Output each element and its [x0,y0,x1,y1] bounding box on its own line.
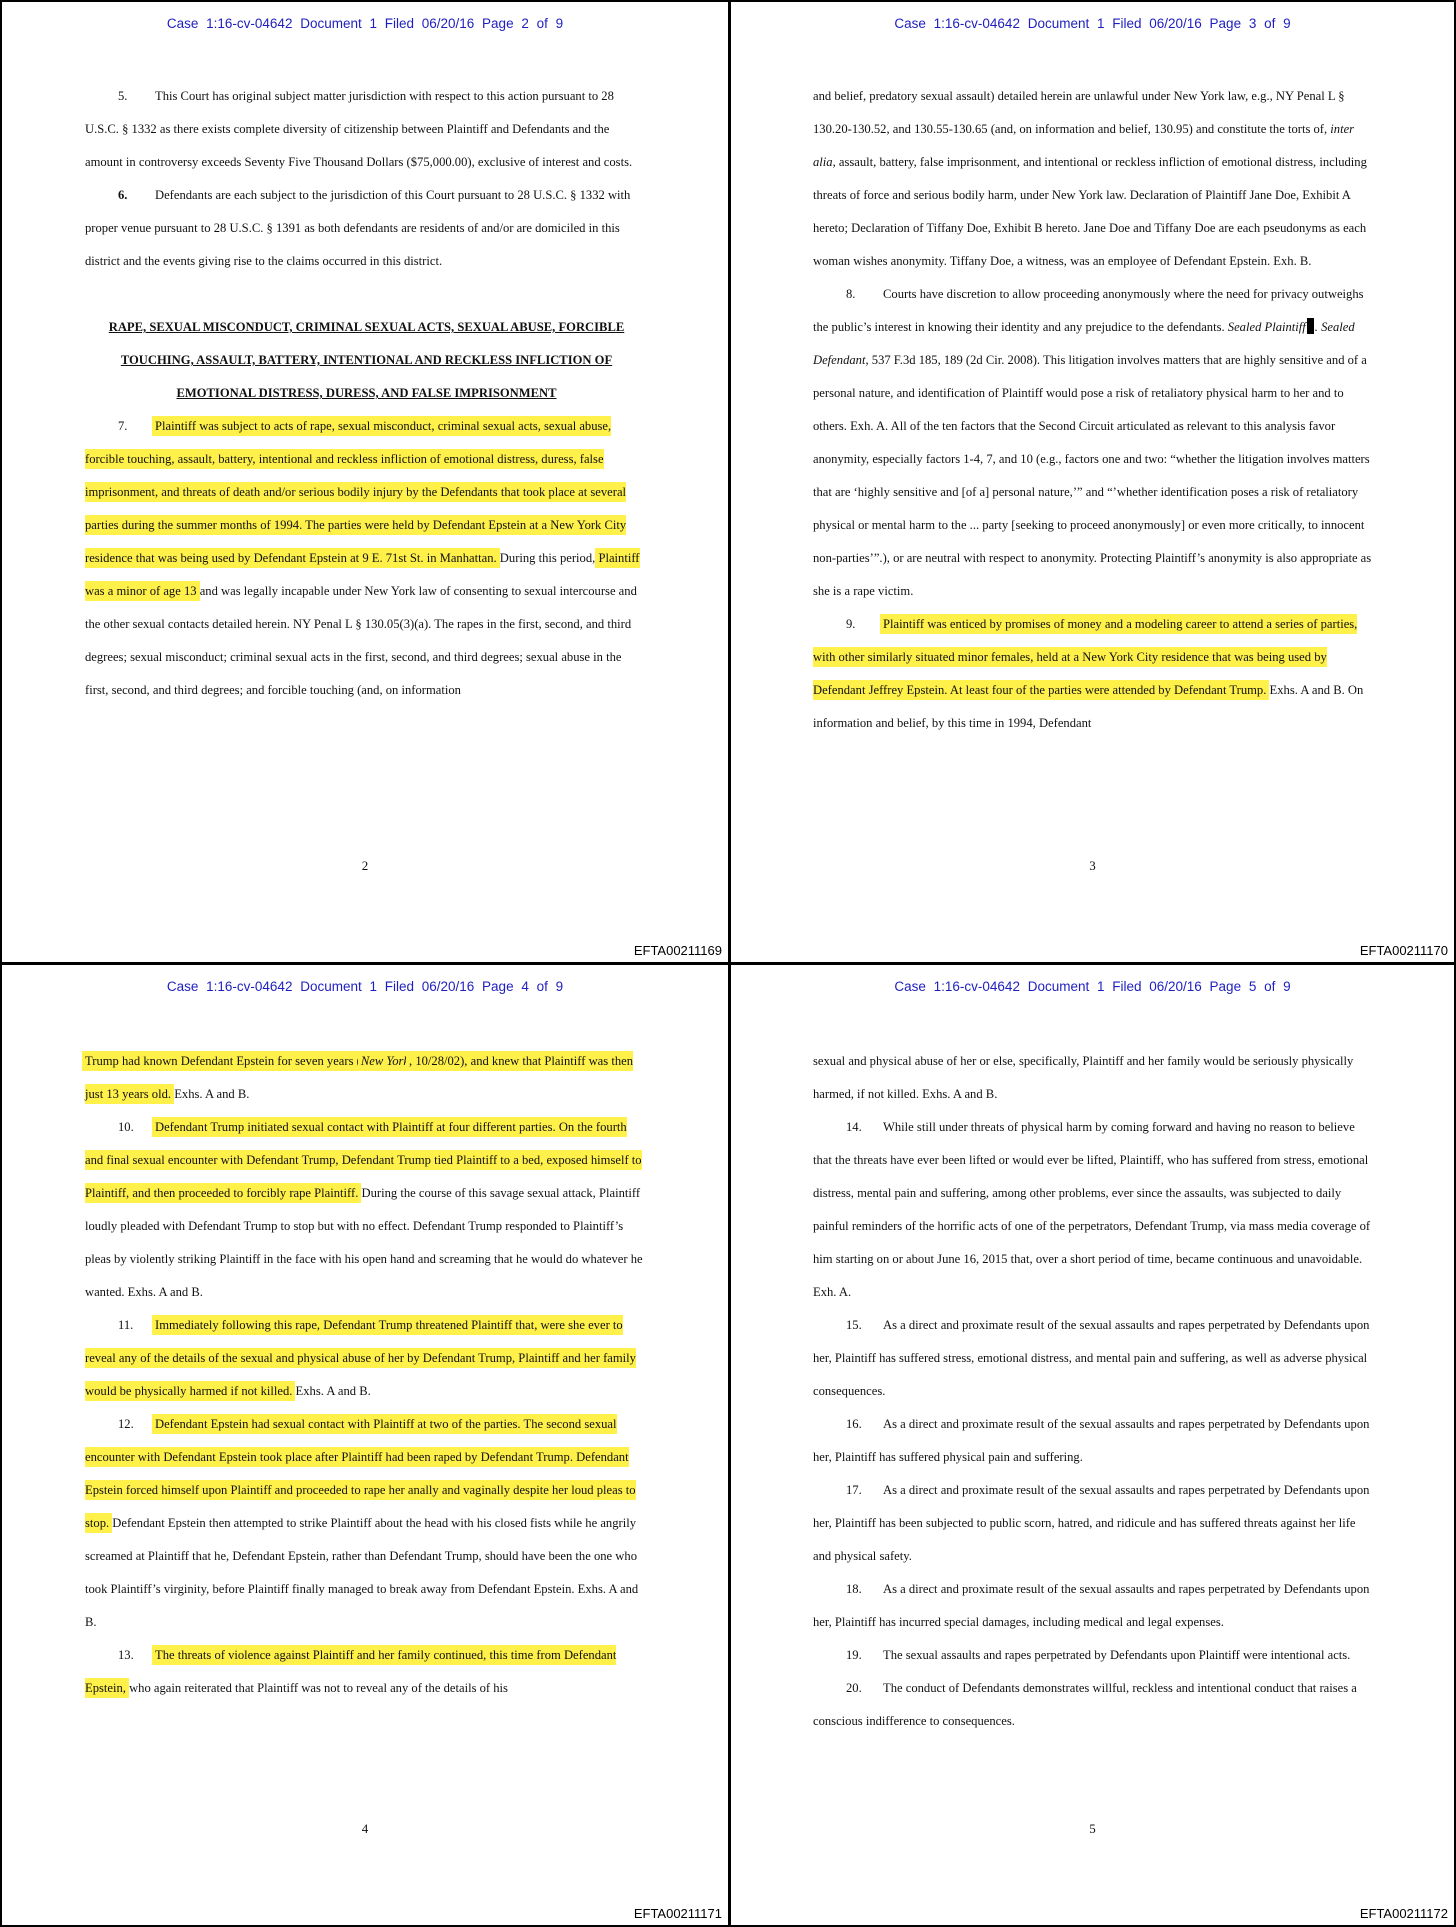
section-heading: RAPE, SEXUAL MISCONDUCT, CRIMINAL SEXUAL ACTS, SEXUAL ABUSE, FORCIBLE TOUCHING, ASSAULT, BATTERY, INTENTIONAL AND RECKLESS INFLICTION OF EMOTIONAL DISTRESS, DURESS, AND FALSE IMPRISONMENT [108,320,625,400]
page-5 [731,965,1454,1925]
paragraph-text: The sexual assaults and rapes perpetrated by Defendants upon Plaintiff were intentional acts. [883,1648,1351,1662]
paragraph-18 [813,1573,1374,1639]
highlighted-text: The parties were held by Defendant Epstein at a New York City residence that was being used by Defendant Epstein at 9 E. 71st St. in Manhattan. [85,518,627,565]
highlighted-text: Immediately following this rape, Defendant Trump threatened Plaintiff that, were she ever to reveal any of the details of the sexual and physical abuse of her by Defendant Trump, Plaintiff and her family would be physically harmed if not killed. [85,1318,636,1398]
page-number: 4 [361,1821,369,1836]
page-body [813,80,1374,740]
paragraph-number: 18. [846,1582,862,1596]
highlighted-text: , 10/28/02), and knew that Plaintiff was then just 13 years old. [85,1054,634,1101]
paragraph-17 [813,1474,1374,1573]
paragraph-number: 15. [846,1318,862,1332]
bates-number: EFTA00211169 [633,943,722,958]
page-body [813,1045,1374,1738]
paragraph-11 [85,1309,648,1408]
paragraph-number: 7. [118,419,128,433]
paragraph-text: Exhs. A and B. [171,1087,250,1101]
case-header: Case 1:16-cv-04642 Document 1 Filed 06/20/16 Page 2 of 9 [166,16,564,31]
case-header: Case 1:16-cv-04642 Document 1 Filed 06/20/16 Page 5 of 9 [894,979,1291,994]
paragraph-text: As a direct and proximate result of the sexual assaults and rapes perpetrated by Defendants upon her, Plaintiff has suffered physical pain and suffering. [813,1417,1370,1464]
highlighted-text: Plaintiff was enticed by promises of money and a modeling career to attend a series of parties, with other similarly situated minor females, held at a New York City residence that was being used by Defendant Jeffrey Epstein. [813,617,1358,697]
paragraph-number: 9. [846,617,856,631]
paragraph-text: As a direct and proximate result of the sexual assaults and rapes perpetrated by Defendants upon her, Plaintiff has been subjected to public scorn, hatred, and ridicule and has suffered threats against her life and physical safety. [813,1483,1370,1563]
paragraph-8 [813,278,1374,608]
paragraph-14 [813,1111,1374,1309]
bates-number: EFTA00211170 [1359,943,1448,958]
paragraph-12 [85,1408,648,1639]
paragraph-continuation: sexual and physical abuse of her or else, specifically, Plaintiff and her family would be seriously physically harmed, if not killed. Exhs. A and B. [813,1054,1354,1101]
highlighted-text: The threats of violence against Plaintiff and her family continued, this time from Defendant Epstein, [85,1648,617,1695]
paragraph-text: and was legally incapable under New York law of consenting to sexual intercourse and the other sexual contacts detailed herein. NY Penal L § 130.05(3)(a). The rapes in the first, second, and third degrees; sexual misconduct; criminal sexual acts in the first, second, and third degrees; sexual abuse in the first, second, and third degrees; and forcible touching (and, on information [85,584,637,697]
bates-number: EFTA00211171 [633,1906,722,1921]
paragraph-number: 13. [118,1648,134,1662]
paragraph-text: Courts have discretion to allow proceeding anonymously where the need for privacy outweighs the public’s interest in knowing their identity and any prejudice to the defendants. [813,287,1364,334]
page-number: 2 [361,858,369,873]
highlighted-text: Defendant Epstein had sexual contact with Plaintiff at two of the parties. The second sexual encounter with Defendant Epstein took place after Plaintiff had been raped by Defendant Trump. [85,1417,617,1464]
paragraph-text: Defendants are each subject to the jurisdiction of this Court pursuant to 28 U.S.C. § 1332 with proper venue pursuant to 28 U.S.C. § 1391 as both defendants are residents of and/or are domiciled in this district and the events giving rise to the claims occurred in this district. [85,188,631,268]
page-4 [2,965,728,1925]
italic-text: inter alia [813,122,1355,169]
paragraph-6 [85,179,648,278]
paragraph-text: Defendant Epstein then attempted to strike Plaintiff about the head with his closed fists while he angrily screamed at Plaintiff that he, Defendant Epstein, rather than Defendant Trump, should have been the one who took Plaintiff’s virginity, before Plaintiff finally managed to break away from Defendant Epstein. Exhs. A and B. [85,1516,639,1629]
paragraph-15 [813,1309,1374,1408]
page-body [85,1045,648,1705]
paragraph-continuation [813,80,1374,278]
paragraph-text: While still under threats of physical harm by coming forward and having no reason to believe that the threats have ever been lifted or would ever be lifted, Plaintiff, who has suffered from stress, emotional distress, mental pain and suffering, among other problems, ever since the assaults, was subjected to daily painful reminders of the horrific acts of one of the perpetrators, Defendant Trump, via mass media coverage of him starting on or about June 16, 2015 that, over a short period of time, became continuous and unavoidable. Exh. A. [813,1120,1371,1299]
page-2 [2,2,728,962]
case-header: Case 1:16-cv-04642 Document 1 Filed 06/20/16 Page 4 of 9 [166,979,564,994]
highlighted-italic-text: New York [360,1054,410,1068]
paragraph-text: and belief, predatory sexual assault) detailed herein are unlawful under New York law, e.g., NY Penal L § 130.20-130.52, and 130.55-130.65 (and, on information and belief, 130.95) and constitute the torts of, [813,89,1345,136]
paragraph-13 [85,1639,648,1705]
paragraph-number: 20. [846,1681,862,1695]
paragraph-continuation [85,1045,648,1111]
highlighted-text: At least four of the parties were attended by Defendant Trump. [949,683,1267,697]
paragraph-10 [85,1111,648,1309]
paragraph-20 [813,1672,1374,1738]
italic-text: Sealed Plaintiff [1227,320,1306,334]
highlighted-text: Defendant Trump initiated sexual contact with Plaintiff at four different parties. On the fourth and final sexual encounter with Defendant Trump, Defendant Trump tied Plaintiff to a bed, exposed himself to Plaintiff, and then proceeded to forcibly rape Plaintiff. [85,1120,642,1200]
paragraph-7 [85,410,648,707]
paragraph-number: 14. [846,1120,862,1134]
paragraph-text: During this period, [496,551,599,565]
paragraph-text: The conduct of Defendants demonstrates willful, reckless and intentional conduct that raises a conscious indifference to consequences. [813,1681,1357,1728]
page-number: 5 [1089,1821,1096,1836]
paragraph-text: During the course of this savage sexual attack, Plaintiff loudly pleaded with Defendant Trump to stop but with no effect. Defendant Trump responded to Plaintiff’s pleas by violently striking Plaintiff in the face with his open hand and screaming that he would do whatever he wanted. Exhs. A and B. [85,1186,643,1299]
paragraph-text: , assault, battery, false imprisonment, and intentional or reckless infliction of emotional distress, including threats of force and serious bodily harm, under New York law. Declaration of Plaintiff Jane Doe, Exhibit A hereto; Declaration of Tiffany Doe, Exhibit B hereto. Jane Doe and Tiffany Doe are each pseudonyms as each woman wishes anonymity. Tiffany Doe, a witness, was an employee of Defendant Epstein. Exh. B. [813,155,1367,268]
paragraph-number: 17. [846,1483,862,1497]
redaction-mark [1307,318,1314,334]
case-header: Case 1:16-cv-04642 Document 1 Filed 06/20/16 Page 3 of 9 [894,16,1291,31]
highlighted-text: Trump had known Defendant Epstein for seven years ( [85,1054,361,1068]
paragraph-text: Exhs. A and B. On information and belief, by this time in 1994, Defendant [813,683,1364,730]
paragraph-text: As a direct and proximate result of the sexual assaults and rapes perpetrated by Defendants upon her, Plaintiff has suffered stress, emotional distress, and mental pain and suffering, as well as adverse physical consequences. [813,1318,1370,1398]
paragraph-number: 10. [118,1120,134,1134]
highlighted-text: Defendant Epstein forced himself upon Plaintiff and proceeded to rape her anally and vaginally despite her loud pleas to stop. [85,1450,636,1530]
paragraph-number: 5. [118,89,128,103]
paragraph-text: Exhs. A and B. [292,1384,371,1398]
paragraph-number: 6. [118,188,128,202]
highlighted-text: Plaintiff was subject to acts of rape, sexual misconduct, criminal sexual acts, sexual abuse, forcible touching, assault, battery, intentional and reckless infliction of emotional distress, duress, false imprisonment, and threats of death and/or serious bodily injury by the Defendants that took place at several parties during the summer months of 1994. [85,419,627,532]
paragraph-number: 12. [118,1417,134,1431]
page-3 [731,2,1454,962]
paragraph-text: , 537 F.3d 185, 189 (2d Cir. 2008). This litigation involves matters that are highly sensitive and of a personal nature, and identification of Plaintiff would pose a risk of retaliatory physical harm to her and to others. Exh. A. All of the ten factors that the Second Circuit articulated as relevant to this analysis favor anonymity, especially factors 1-4, 7, and 10 (e.g., factors one and two: “whether the litigation involves matters that are ‘highly sensitive and [of a] personal nature,’” and “’whether identification poses a risk of retaliatory physical or mental harm to the ... party [seeking to proceed anonymously] or even more critically, to innocent non-parties’”.), or are neutral with respect to anonymity. Protecting Plaintiff’s anonymity is also appropriate as she is a rape victim. [813,353,1372,598]
paragraph-19 [813,1639,1374,1672]
paragraph-number: 11. [118,1318,134,1332]
paragraph-text: This Court has original subject matter jurisdiction with respect to this action pursuant to 28 U.S.C. § 1332 as there exists complete diversity of citizenship between Plaintiff and Defendants and the amount in controversy exceeds Seventy Five Thousand Dollars ($75,000.00), exclusive of interest and costs. [85,89,633,169]
paragraph-number: 8. [846,287,856,301]
bates-number: EFTA00211172 [1359,1906,1448,1921]
italic-text: . Sealed Defendant [813,320,1355,367]
page-number: 3 [1089,858,1096,873]
paragraph-number: 19. [846,1648,862,1662]
paragraph-number: 16. [846,1417,862,1431]
paragraph-5 [85,80,648,179]
highlighted-text: Plaintiff was a minor of age 13 [85,551,640,598]
paragraph-text: who again reiterated that Plaintiff was not to reveal any of the details of his [125,1681,508,1695]
page-body [85,80,648,707]
paragraph-16 [813,1408,1374,1474]
paragraph-text: As a direct and proximate result of the sexual assaults and rapes perpetrated by Defendants upon her, Plaintiff has incurred special damages, including medical and legal expenses. [813,1582,1370,1629]
paragraph-9 [813,608,1374,740]
